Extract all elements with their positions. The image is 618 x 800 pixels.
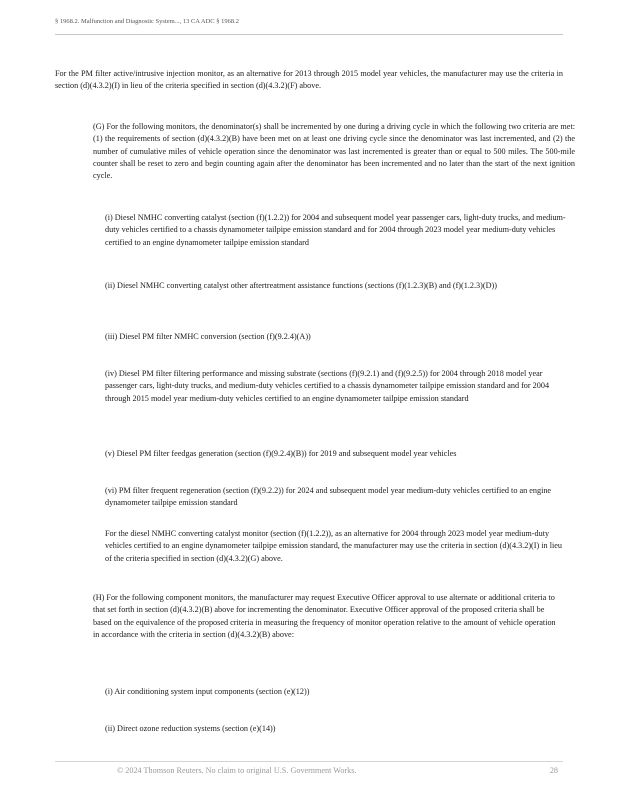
h-item-ii: (ii) Direct ozone reduction systems (section (e)(14)) xyxy=(105,724,276,733)
g-item-iii: (iii) Diesel PM filter NMHC conversion (section (f)(9.2.4)(A)) xyxy=(105,332,311,341)
running-header: § 1968.2. Malfunction and Diagnostic System..., 13 CA ADC § 1968.2 xyxy=(55,18,239,25)
footer-divider xyxy=(55,761,563,762)
g-item-i: (i) Diesel NMHC converting catalyst (section (f)(1.2.2)) for 2004 and subsequent model year passenger cars, light-duty trucks, and medium-duty vehicles certified to a chassis dynamometer tailpipe emission standard and for 2004 through 2023 model year medium-duty vehicles certified to an engine dynamometer tailpipe emission standard xyxy=(105,213,566,247)
intro-paragraph: For the PM filter active/intrusive injection monitor, as an alternative for 2013 through 2015 model year vehicles, the manufacturer may use the criteria in section (d)(4.3.2)(I) in lieu of the criteria specified in section (d)(4.3.2)(F) above. xyxy=(55,69,563,91)
paragraph-g: (G) For the following monitors, the denominator(s) shall be incremented by one during a driving cycle in which the following two criteria are met: (1) the requirements of section (d)(4.3.2)(B) have been met on at least one driving cycle since the denominator was last incremented, and (2) the number of cumulative miles of vehicle operation since the denominator was last incremented is greater than or equal to 500 miles. The 500-mile counter shall be reset to zero and begin counting again after the denominator has been incremented and no later than the start of the next ignition cycle. xyxy=(93,122,575,181)
g-note-paragraph: For the diesel NMHC converting catalyst monitor (section (f)(1.2.2)), as an alternative for 2004 through 2023 model year medium-duty vehicles certified to an engine dynamometer tailpipe emission standard, the manufacturer may use the criteria in section (d)(4.3.2)(I) in lieu of the criteria specified in section (d)(4.3.2)(G) above. xyxy=(105,529,562,563)
header-divider xyxy=(55,34,563,35)
g-item-ii: (ii) Diesel NMHC converting catalyst other aftertreatment assistance functions (sections (f)(1.2.3)(B) and (f)(1.2.3)(D)) xyxy=(105,281,497,290)
g-item-v: (v) Diesel PM filter feedgas generation (section (f)(9.2.4)(B)) for 2019 and subsequent model year vehicles xyxy=(105,449,457,458)
paragraph-h: (H) For the following component monitors, the manufacturer may request Executive Officer approval to use alternate or additional criteria to that set forth in section (d)(4.3.2)(B) above for incrementing the denominator. Executive Officer approval of the proposed criteria shall be based on the equivalence of the proposed criteria in measuring the frequency of monitor operation relative to the amount of vehicle operation in accordance with the criteria in section (d)(4.3.2)(B) above: xyxy=(93,593,556,639)
copyright-notice: © 2024 Thomson Reuters. No claim to original U.S. Government Works. xyxy=(117,766,357,775)
h-item-i: (i) Air conditioning system input components (section (e)(12)) xyxy=(105,687,310,696)
page-number: 28 xyxy=(549,766,558,775)
g-item-iv: (iv) Diesel PM filter filtering performance and missing substrate (sections (f)(9.2.1) and (f)(9.2.5)) for 2004 through 2018 model year passenger cars, light-duty trucks, and medium-duty vehicles certified to a chassis dynamometer tailpipe emission standard and for 2004 through 2015 model year medium-duty vehicles certified to an engine dynamometer tailpipe emission standard xyxy=(105,369,550,403)
g-item-vi: (vi) PM filter frequent regeneration (section (f)(9.2.2)) for 2024 and subsequent model year medium-duty vehicles certified to an engine dynamometer tailpipe emission standard xyxy=(105,486,552,508)
